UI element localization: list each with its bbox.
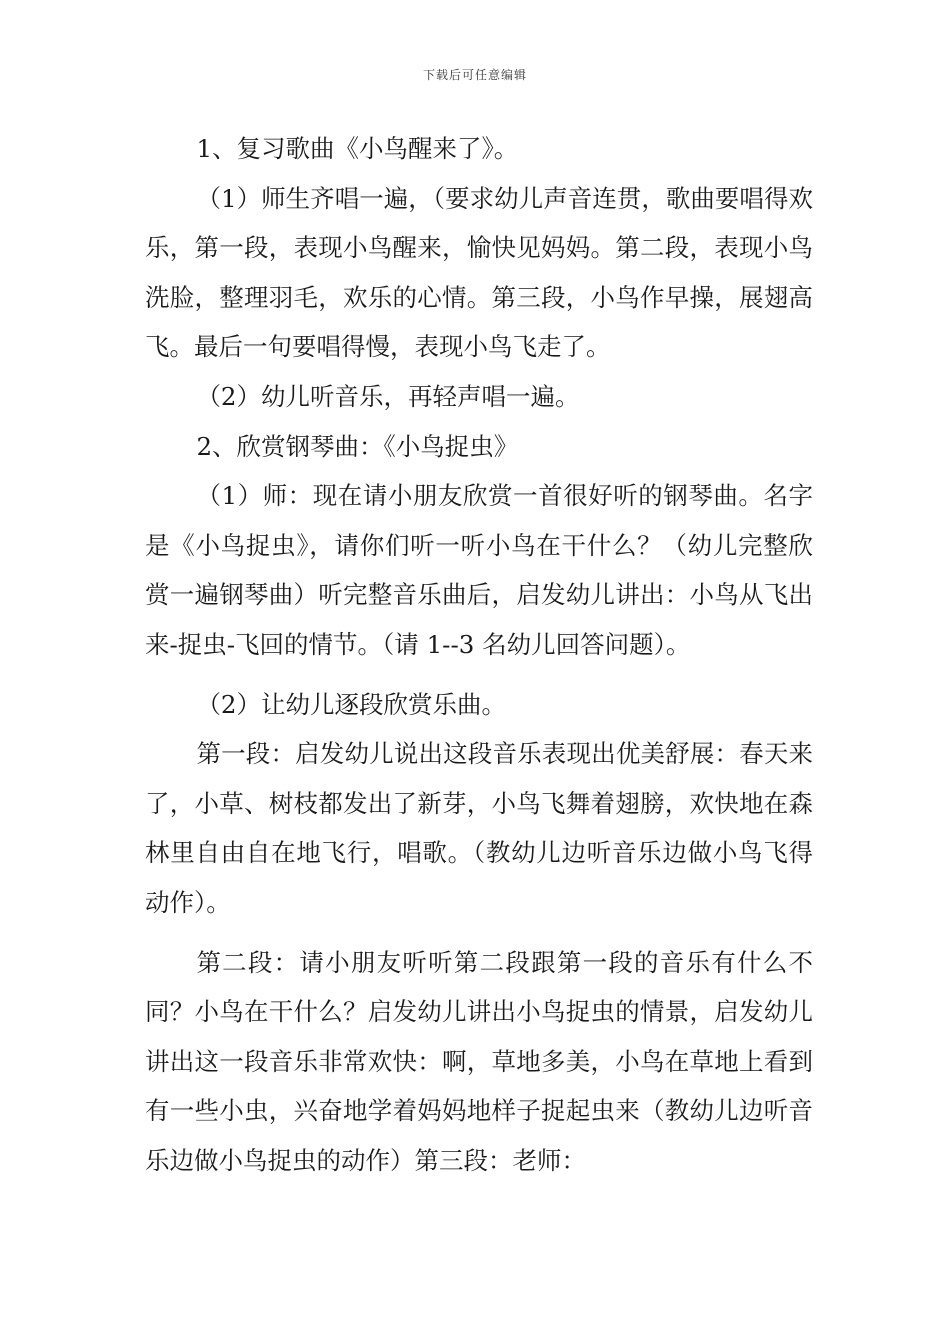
page-header: 下载后可任意编辑: [422, 68, 527, 82]
paragraph-review-song: 1、复习歌曲《小鸟醒来了》。: [196, 134, 519, 163]
paragraph-section-appreciation: （2）让幼儿逐段欣赏乐曲。: [196, 689, 507, 719]
paragraph-teacher-intro: （1）师：现在请小朋友欣赏一首很好听的钢琴曲。名字是《小鸟捉虫》，请你们听一听小鸟在干什么？（幼儿完整欣赏一遍钢琴曲）听完整音乐曲后，启发幼儿讲出：小鸟从飞出来-捉虫-飞回的情节。（请 1--3 名幼儿回答问题）。: [145, 481, 813, 659]
paragraph-section-one: 第一段：启发幼儿说出这段音乐表现出优美舒展：春天来了，小草、树枝都发出了新芽，小鸟飞舞着翅膀，欢快地在森林里自由自在地飞行，唱歌。（教幼儿边听音乐边做小鸟飞得动作）。: [145, 739, 813, 917]
paragraph-section-two: 第二段：请小朋友听听第二段跟第一段的音乐有什么不同？小鸟在干什么？启发幼儿讲出小鸟捉虫的情景，启发幼儿讲出这一段音乐非常欢快：啊，草地多美，小鸟在草地上看到有一些小虫，兴奋地学着妈妈地样子捉起虫来（教幼儿边听音乐边做小鸟捉虫的动作）第三段：老师：: [145, 947, 813, 1175]
paragraph-sing-together: （1）师生齐唱一遍，（要求幼儿声音连贯，歌曲要唱得欢乐，第一段，表现小鸟醒来，愉快见妈妈。第二段，表现小鸟洗脸，整理羽毛，欢乐的心情。第三段，小鸟作早操，展翅高飞。最后一句要唱得慢，表现小鸟飞走了。: [145, 183, 813, 362]
document-body: [145, 124, 813, 1185]
paragraph-listen-sing: （2）幼儿听音乐，再轻声唱一遍。: [196, 381, 580, 411]
paragraph-appreciate-piano: 2、欣赏钢琴曲：《小鸟捉虫》: [196, 431, 519, 461]
